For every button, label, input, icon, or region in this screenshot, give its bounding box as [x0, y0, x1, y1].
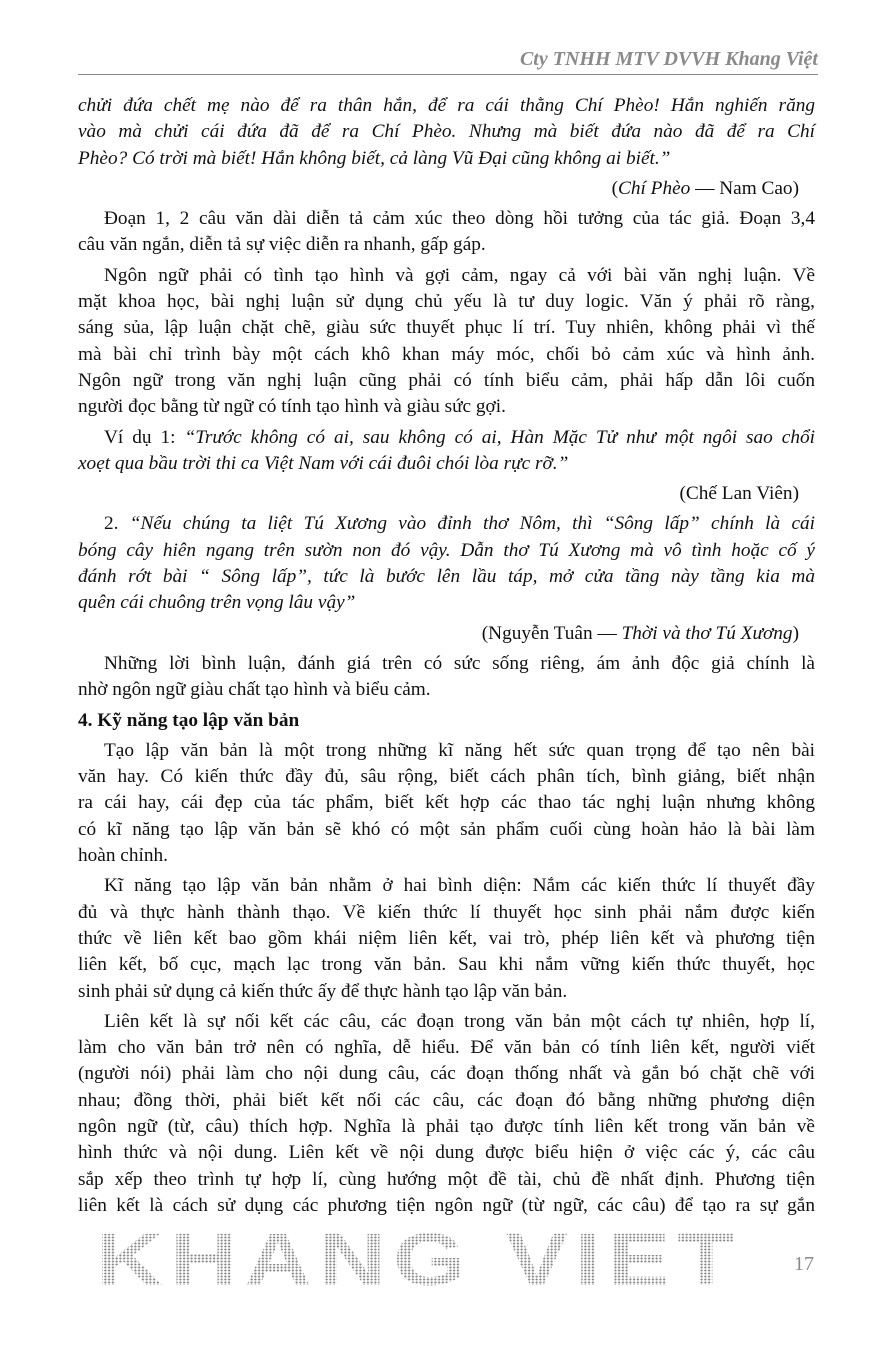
text: — Nam Cao) [690, 177, 799, 199]
italic-text: “Nếu chúng ta liệt Tú Xương vào đỉnh thơ Nôm, thì “Sông lấp” chính là cái [129, 513, 816, 535]
italic-text: Phèo? Có trời mà biết! Hắn không biết, cả làng Vũ Đại cũng không ai biết.” [78, 147, 671, 169]
text-line [78, 1088, 815, 1114]
text-line [78, 425, 815, 451]
text: liên kết, bố cục, mạch lạc trong văn bản. Sau khi nắm vững kiến thức thuyết, học [78, 954, 815, 976]
text: ngôn ngữ (từ, câu) thích hợp. Nghĩa là phải tạo được tính liên kết trong văn bản về [78, 1115, 815, 1137]
text-line [78, 790, 815, 816]
text: Những lời bình luận, đánh giá trên có sức sống riêng, ám ảnh độc giả chính là [104, 652, 815, 674]
text-line [78, 651, 815, 677]
text-line [78, 368, 815, 394]
running-header [78, 44, 818, 75]
text-line [78, 590, 815, 616]
paragraph [78, 511, 815, 616]
text-line [78, 1035, 815, 1061]
text-line [78, 146, 815, 172]
text-line [78, 119, 815, 145]
text-line [78, 315, 815, 341]
paragraph [78, 651, 815, 704]
italic-text: đánh rớt bài “ Sông lấp”, tức là bước lên lầu táp, mở cửa tầng này tầng kia mà [78, 566, 815, 588]
text: mà bài chỉ trình bày một cách khô khan máy móc, chối bỏ cảm xúc và hình ảnh. [78, 343, 815, 365]
text-line [78, 93, 815, 119]
text: sinh phải sử dụng cả kiến thức ấy để thực hành tạo lập văn bản. [78, 980, 568, 1002]
text-line [78, 738, 815, 764]
text-line [78, 952, 815, 978]
text: Tạo lập văn bản là một trong những kĩ năng hết sức quan trọng để tạo nên bài [104, 739, 815, 761]
publisher-name: Cty TNHH MTV DVVH Khang Việt [519, 48, 818, 70]
text: ra cái hay, cái đẹp của tác phẩm, biết kết hợp các thao tác nghị luận nhưng không [78, 792, 815, 814]
text: sắp xếp theo trình tự hợp lí, cùng hướng một đề tài, chủ đề nhất định. Phương tiện [78, 1168, 815, 1190]
text-line [78, 1061, 815, 1087]
text: hoàn chỉnh. [78, 845, 168, 867]
text: ( [611, 177, 618, 199]
text: Ngôn ngữ phải có tình tạo hình và gợi cảm, ngay cả với bài văn nghị luận. Về [104, 264, 815, 286]
text: có kĩ năng tạo lập văn bản sẽ khó có một sản phẩm cuối cùng hoàn hảo là bài làm [78, 818, 815, 840]
italic-text: “Trước không có ai, sau không có ai, Hàn Mặc Tử như một ngôi sao chổi [184, 426, 815, 448]
page-number: 17 [794, 1253, 814, 1275]
paragraph [78, 873, 815, 1004]
section-heading [78, 708, 815, 734]
text-line [78, 176, 815, 202]
paragraph [78, 263, 815, 421]
text-line [78, 1114, 815, 1140]
text-line [78, 538, 815, 564]
page-body [78, 93, 815, 1219]
text-line [78, 564, 815, 590]
text-line [78, 677, 815, 703]
text: người đọc bằng từ ngữ có tính tạo hình và giàu sức gợi. [78, 396, 506, 418]
italic-text: vào mà chửi cái đứa đã để ra Chí Phèo. Nhưng mà biết đứa nào đã để ra Chí [78, 121, 815, 143]
text-line [78, 979, 815, 1005]
text: Kĩ năng tạo lập văn bản nhằm ở hai bình diện: Nắm các kiến thức lí thuyết đầy [104, 875, 815, 897]
text: mặt khoa học, bài nghị luận sử dụng chủ yếu là tư duy logic. Văn ý phải rõ ràng, [78, 291, 815, 313]
text: (Nguyễn Tuân — [481, 622, 622, 644]
text: đủ và thực hành thành thạo. Về kiến thức lí thuyết học sinh phải nắm được kiến [78, 901, 815, 923]
text-line [78, 1140, 815, 1166]
text-line [78, 1167, 815, 1193]
italic-text: bóng cây hiên ngang trên sườn non đó vậy. Dẫn thơ Tú Xương mà vô tình hoặc cố ý [78, 539, 815, 561]
text-line [78, 1193, 815, 1219]
text-line [78, 511, 815, 537]
text: 2. [104, 513, 130, 535]
paragraph [78, 738, 815, 869]
text-line [78, 451, 815, 477]
text: câu văn ngắn, diễn tả sự việc diễn ra nhanh, gấp gáp. [78, 234, 486, 256]
text: hình thức và nội dung. Liên kết về nội dung được biểu hiện ở việc các ý, các câu [78, 1142, 815, 1164]
text-line [78, 900, 815, 926]
text: văn hay. Có kiến thức đầy đủ, sâu rộng, biết cách phân tích, bình giảng, biết nhận [78, 766, 815, 788]
text-line [78, 232, 815, 258]
text-line [78, 621, 815, 647]
text-line [78, 708, 815, 734]
text: liên kết là cách sử dụng các phương tiện ngôn ngữ (từ ngữ, các câu) để tạo ra sự gắn [78, 1194, 815, 1216]
text: Đoạn 1, 2 câu văn dài diễn tả cảm xúc theo dòng hồi tưởng của tác giả. Đoạn 3,4 [104, 208, 815, 230]
paragraph [78, 93, 815, 172]
text: nhau; đồng thời, phải biết kết nối các câu, các đoạn đó bằng những phương diện [78, 1089, 815, 1111]
text-line [78, 289, 815, 315]
text-line [78, 764, 815, 790]
text: làm cho văn bản trở nên có nghĩa, dễ hiểu. Để văn bản có tính liên kết, người viết [78, 1037, 815, 1059]
text: ) [792, 622, 799, 644]
text-line [78, 1009, 815, 1035]
italic-text: quên cái chuông trên vọng lâu vậy” [78, 592, 356, 614]
citation [78, 621, 815, 647]
paragraph [78, 425, 815, 478]
italic-text: chửi đứa chết mẹ nào để ra thân hắn, để ra cái thằng Chí Phèo! Hắn nghiến răng [78, 95, 815, 116]
text-line [78, 263, 815, 289]
text-line [78, 481, 815, 507]
text: (người nói) phải làm cho nội dung câu, các đoạn thống nhất và gắn bó chặt chẽ với [78, 1063, 815, 1085]
watermark-logo: KHANG VIET [96, 1218, 742, 1301]
text-line [78, 817, 815, 843]
text-line [78, 206, 815, 232]
text: 4. Kỹ năng tạo lập văn bản [78, 709, 300, 731]
text: sáng sủa, lập luận chặt chẽ, giàu sức thuyết phục lí trí. Tuy nhiên, không phải vì thế [78, 317, 815, 339]
text: Liên kết là sự nối kết các câu, các đoạn trong văn bản một cách tự nhiên, hợp lí, [104, 1010, 815, 1032]
italic-text: Chí Phèo [618, 177, 691, 199]
text-line [78, 394, 815, 420]
text-line [78, 843, 815, 869]
text: Ngôn ngữ trong văn nghị luận cũng phải có tính biểu cảm, phải hấp dẫn lôi cuốn [78, 369, 815, 391]
paragraph [78, 206, 815, 259]
text-line [78, 926, 815, 952]
text: nhờ ngôn ngữ giàu chất tạo hình và biểu cảm. [78, 679, 431, 701]
text-line [78, 342, 815, 368]
citation [78, 481, 815, 507]
text-line [78, 873, 815, 899]
text: thức về liên kết bao gồm khái niệm liên kết, vai trò, phép liên kết và phương tiện [78, 927, 815, 949]
italic-text: xoẹt qua bầu trời thi ca Việt Nam với cái đuôi chói lòa rực rỡ.” [78, 452, 569, 474]
citation [78, 176, 815, 202]
paragraph [78, 1009, 815, 1219]
text: Ví dụ 1: [104, 426, 185, 448]
text: (Chế Lan Viên) [679, 483, 799, 505]
italic-text: Thời và thơ Tú Xương [621, 622, 793, 644]
